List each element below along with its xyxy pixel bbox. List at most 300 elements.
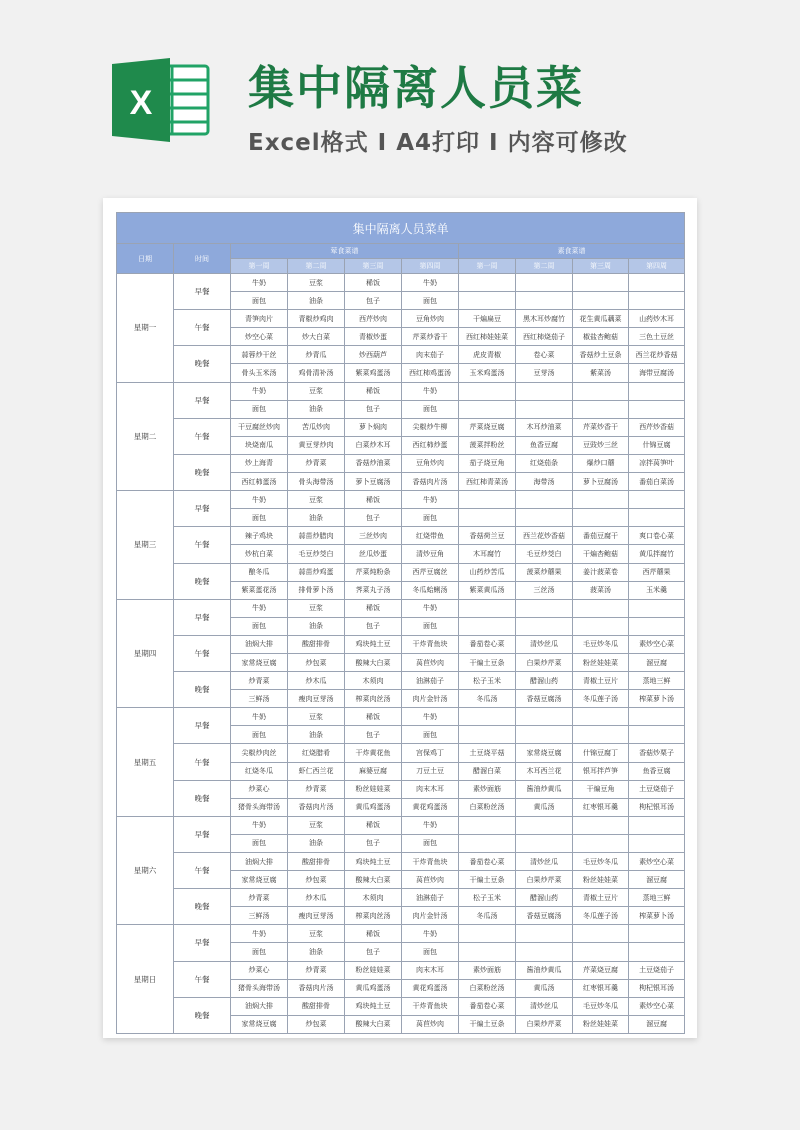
dish-cell[interactable] — [459, 491, 516, 509]
dish-cell[interactable]: 木耳西兰花 — [516, 762, 573, 780]
dish-cell[interactable]: 黄瓜汤 — [516, 979, 573, 997]
dish-cell[interactable]: 牛奶 — [402, 708, 459, 726]
dish-cell[interactable]: 酸甜排骨 — [288, 635, 345, 653]
dish-cell[interactable]: 牛奶 — [231, 599, 288, 617]
dish-cell[interactable]: 萝卜豆腐汤 — [573, 473, 629, 491]
dish-cell[interactable]: 麻婆豆腐 — [345, 762, 402, 780]
dish-cell[interactable]: 番茄白菜汤 — [629, 473, 685, 491]
dish-cell[interactable]: 萝卜焖肉 — [345, 418, 402, 436]
dish-cell[interactable] — [516, 509, 573, 527]
dish-cell[interactable]: 酸甜排骨 — [288, 997, 345, 1015]
dish-cell[interactable]: 茄子烧豆角 — [459, 454, 516, 472]
dish-cell[interactable]: 酸辣大白菜 — [345, 871, 402, 889]
dish-cell[interactable]: 牛奶 — [231, 816, 288, 834]
dish-cell[interactable]: 油条 — [288, 509, 345, 527]
dish-cell[interactable]: 红烧腊肴 — [288, 744, 345, 762]
dish-cell[interactable]: 芹菜炒香干 — [573, 418, 629, 436]
dish-cell[interactable]: 豆角炒肉 — [402, 454, 459, 472]
dish-cell[interactable]: 鱼香豆腐 — [629, 762, 685, 780]
dish-cell[interactable]: 粉丝娃娃菜 — [573, 653, 629, 671]
dish-cell[interactable]: 青椒土豆片 — [573, 672, 629, 690]
dish-cell[interactable] — [573, 834, 629, 852]
dish-cell[interactable]: 木须肉 — [345, 672, 402, 690]
dish-cell[interactable]: 稀饭 — [345, 708, 402, 726]
dish-cell[interactable]: 爽口卷心菜 — [629, 527, 685, 545]
dish-cell[interactable]: 香菇肉片汤 — [288, 798, 345, 816]
dish-cell[interactable]: 油淋茄子 — [402, 672, 459, 690]
dish-cell[interactable]: 紫菜汤 — [573, 364, 629, 382]
dish-cell[interactable]: 油淋茄子 — [402, 889, 459, 907]
dish-cell[interactable]: 牛奶 — [402, 925, 459, 943]
dish-cell[interactable]: 炒菜心 — [231, 780, 288, 798]
dish-cell[interactable]: 菠菜拌粉丝 — [459, 436, 516, 454]
dish-cell[interactable] — [459, 599, 516, 617]
dish-cell[interactable]: 醋溜山药 — [516, 889, 573, 907]
dish-cell[interactable]: 溜豆腐 — [629, 871, 685, 889]
dish-cell[interactable]: 骨头玉米汤 — [231, 364, 288, 382]
dish-cell[interactable]: 干煸豆角 — [573, 780, 629, 798]
dish-cell[interactable]: 榨菜萝卜汤 — [629, 907, 685, 925]
dish-cell[interactable]: 炒上海青 — [231, 454, 288, 472]
dish-cell[interactable]: 豆浆 — [288, 708, 345, 726]
dish-cell[interactable] — [573, 382, 629, 400]
dish-cell[interactable]: 青椒炒蛋 — [345, 328, 402, 346]
dish-cell[interactable]: 芹菜炖粉条 — [345, 563, 402, 581]
dish-cell[interactable]: 面包 — [231, 943, 288, 961]
dish-cell[interactable]: 豆角炒肉 — [402, 310, 459, 328]
dish-cell[interactable]: 西芹豆腐丝 — [402, 563, 459, 581]
dish-cell[interactable] — [629, 274, 685, 292]
dish-cell[interactable]: 毛豆炒冬瓜 — [573, 635, 629, 653]
dish-cell[interactable] — [516, 491, 573, 509]
dish-cell[interactable]: 香菇炒油菜 — [345, 454, 402, 472]
dish-cell[interactable]: 白菜粉丝汤 — [459, 979, 516, 997]
dish-cell[interactable]: 炒菜心 — [231, 961, 288, 979]
dish-cell[interactable]: 牛奶 — [231, 708, 288, 726]
dish-cell[interactable]: 鱼香豆腐 — [516, 436, 573, 454]
dish-cell[interactable]: 青椒土豆片 — [573, 889, 629, 907]
dish-cell[interactable] — [516, 599, 573, 617]
dish-cell[interactable]: 鸡骨清补汤 — [288, 364, 345, 382]
dish-cell[interactable]: 土豆烧茄子 — [629, 780, 685, 798]
dish-cell[interactable]: 海带汤 — [516, 473, 573, 491]
dish-cell[interactable]: 炒杭白菜 — [231, 545, 288, 563]
dish-cell[interactable]: 炒青菜 — [288, 454, 345, 472]
dish-cell[interactable]: 凉拌莴笋叶 — [629, 454, 685, 472]
dish-cell[interactable] — [516, 400, 573, 418]
dish-cell[interactable]: 家常烧豆腐 — [516, 744, 573, 762]
dish-cell[interactable]: 炒青菜 — [288, 961, 345, 979]
dish-cell[interactable] — [459, 292, 516, 310]
dish-cell[interactable]: 青笋肉片 — [231, 310, 288, 328]
dish-cell[interactable]: 红烧茄条 — [516, 454, 573, 472]
dish-cell[interactable]: 豆芽汤 — [516, 364, 573, 382]
dish-cell[interactable]: 清炒丝瓜 — [516, 853, 573, 871]
dish-cell[interactable]: 枸杞银耳汤 — [629, 798, 685, 816]
dish-cell[interactable]: 木耳腐竹 — [459, 545, 516, 563]
dish-cell[interactable]: 干豆腐丝炒肉 — [231, 418, 288, 436]
dish-cell[interactable]: 排骨萝卜汤 — [288, 581, 345, 599]
dish-cell[interactable]: 瘦肉豆芽汤 — [288, 690, 345, 708]
dish-cell[interactable]: 面包 — [402, 617, 459, 635]
dish-cell[interactable]: 酸甜排骨 — [288, 853, 345, 871]
dish-cell[interactable]: 莴苣炒肉 — [402, 653, 459, 671]
dish-cell[interactable]: 猪骨头海带汤 — [231, 979, 288, 997]
dish-cell[interactable]: 冬瓜汤 — [459, 907, 516, 925]
dish-cell[interactable]: 家常烧豆腐 — [231, 871, 288, 889]
dish-cell[interactable] — [629, 834, 685, 852]
dish-cell[interactable]: 土豆烧茄子 — [629, 961, 685, 979]
dish-cell[interactable]: 猪骨头海带汤 — [231, 798, 288, 816]
dish-cell[interactable]: 荠菜丸子汤 — [345, 581, 402, 599]
dish-cell[interactable]: 块烧南瓜 — [231, 436, 288, 454]
dish-cell[interactable]: 什锦豆腐丁 — [573, 744, 629, 762]
dish-cell[interactable]: 油条 — [288, 834, 345, 852]
dish-cell[interactable]: 包子 — [345, 834, 402, 852]
dish-cell[interactable]: 肉末木耳 — [402, 961, 459, 979]
dish-cell[interactable] — [459, 509, 516, 527]
dish-cell[interactable]: 冬瓜莲子汤 — [573, 690, 629, 708]
dish-cell[interactable] — [459, 617, 516, 635]
dish-cell[interactable]: 花生黄瓜藕菜 — [573, 310, 629, 328]
dish-cell[interactable]: 香菇肉片汤 — [288, 979, 345, 997]
dish-cell[interactable]: 鸡块炖土豆 — [345, 997, 402, 1015]
dish-cell[interactable]: 肉片金针汤 — [402, 690, 459, 708]
dish-cell[interactable]: 黄瓜拌腐竹 — [629, 545, 685, 563]
dish-cell[interactable] — [573, 816, 629, 834]
dish-cell[interactable]: 黄瓜汤 — [516, 798, 573, 816]
dish-cell[interactable]: 稀饭 — [345, 925, 402, 943]
dish-cell[interactable]: 西芹蘑果 — [629, 563, 685, 581]
dish-cell[interactable]: 肉末木耳 — [402, 780, 459, 798]
dish-cell[interactable]: 番茄豆腐干 — [573, 527, 629, 545]
dish-cell[interactable]: 蒸地三鲜 — [629, 889, 685, 907]
dish-cell[interactable]: 干炸青鱼块 — [402, 635, 459, 653]
dish-cell[interactable] — [573, 943, 629, 961]
dish-cell[interactable] — [629, 599, 685, 617]
dish-cell[interactable]: 豆浆 — [288, 599, 345, 617]
dish-cell[interactable]: 面包 — [231, 509, 288, 527]
dish-cell[interactable]: 酿冬瓜 — [231, 563, 288, 581]
dish-cell[interactable]: 西红柿鸡蛋汤 — [402, 364, 459, 382]
dish-cell[interactable]: 三丝汤 — [516, 581, 573, 599]
dish-cell[interactable]: 榨菜肉丝汤 — [345, 907, 402, 925]
dish-cell[interactable]: 素炒空心菜 — [629, 853, 685, 871]
dish-cell[interactable]: 榨菜肉丝汤 — [345, 690, 402, 708]
dish-cell[interactable]: 面包 — [231, 292, 288, 310]
dish-cell[interactable]: 油条 — [288, 400, 345, 418]
dish-cell[interactable]: 枸杞银耳汤 — [629, 979, 685, 997]
dish-cell[interactable]: 粉丝娃娃菜 — [573, 1015, 629, 1033]
dish-cell[interactable] — [629, 943, 685, 961]
dish-cell[interactable]: 稀饭 — [345, 491, 402, 509]
dish-cell[interactable] — [629, 617, 685, 635]
dish-cell[interactable]: 毛豆炒茭白 — [516, 545, 573, 563]
dish-cell[interactable]: 椒盐杏鲍菇 — [573, 328, 629, 346]
dish-cell[interactable] — [459, 274, 516, 292]
dish-cell[interactable]: 香菇荷兰豆 — [459, 527, 516, 545]
dish-cell[interactable]: 面包 — [231, 617, 288, 635]
dish-cell[interactable]: 香菇豆腐汤 — [516, 690, 573, 708]
dish-cell[interactable]: 牛奶 — [402, 382, 459, 400]
dish-cell[interactable] — [516, 834, 573, 852]
dish-cell[interactable] — [573, 726, 629, 744]
dish-cell[interactable]: 毛豆炒冬瓜 — [573, 997, 629, 1015]
dish-cell[interactable] — [459, 925, 516, 943]
dish-cell[interactable]: 清炒丝瓜 — [516, 635, 573, 653]
dish-cell[interactable]: 菠菜汤 — [573, 581, 629, 599]
dish-cell[interactable]: 包子 — [345, 400, 402, 418]
dish-cell[interactable]: 包子 — [345, 292, 402, 310]
dish-cell[interactable]: 包子 — [345, 617, 402, 635]
dish-cell[interactable]: 面包 — [402, 400, 459, 418]
dish-cell[interactable]: 家常烧豆腐 — [231, 653, 288, 671]
dish-cell[interactable]: 牛奶 — [231, 925, 288, 943]
dish-cell[interactable]: 蒜苗炒腊肉 — [288, 527, 345, 545]
dish-cell[interactable] — [516, 943, 573, 961]
dish-cell[interactable]: 鸡块炖土豆 — [345, 853, 402, 871]
dish-cell[interactable] — [629, 491, 685, 509]
dish-cell[interactable]: 豆浆 — [288, 816, 345, 834]
dish-cell[interactable]: 三鲜汤 — [231, 690, 288, 708]
dish-cell[interactable]: 松子玉米 — [459, 889, 516, 907]
dish-cell[interactable]: 面包 — [402, 834, 459, 852]
dish-cell[interactable]: 粉丝娃娃菜 — [345, 961, 402, 979]
dish-cell[interactable]: 银耳拌芦笋 — [573, 762, 629, 780]
dish-cell[interactable]: 土豆烧平菇 — [459, 744, 516, 762]
dish-cell[interactable]: 芹菜烧豆腐 — [459, 418, 516, 436]
dish-cell[interactable]: 瘦肉豆芽汤 — [288, 907, 345, 925]
dish-cell[interactable]: 番茄卷心菜 — [459, 853, 516, 871]
dish-cell[interactable] — [459, 943, 516, 961]
dish-cell[interactable]: 黑木耳炒腐竹 — [516, 310, 573, 328]
dish-cell[interactable]: 醋溜白菜 — [459, 762, 516, 780]
dish-cell[interactable] — [516, 617, 573, 635]
dish-cell[interactable] — [573, 708, 629, 726]
dish-cell[interactable]: 白菜粉丝汤 — [459, 798, 516, 816]
dish-cell[interactable]: 番茄卷心菜 — [459, 635, 516, 653]
dish-cell[interactable]: 稀饭 — [345, 599, 402, 617]
dish-cell[interactable]: 面包 — [231, 834, 288, 852]
dish-cell[interactable]: 家常烧豆腐 — [231, 1015, 288, 1033]
dish-cell[interactable]: 红烧冬瓜 — [231, 762, 288, 780]
dish-cell[interactable]: 素炒空心菜 — [629, 997, 685, 1015]
dish-cell[interactable]: 油焖大排 — [231, 635, 288, 653]
dish-cell[interactable]: 西兰花炒香菇 — [516, 527, 573, 545]
dish-cell[interactable]: 芹菜炒香干 — [402, 328, 459, 346]
dish-cell[interactable]: 紫菜黄瓜汤 — [459, 581, 516, 599]
dish-cell[interactable] — [459, 708, 516, 726]
dish-cell[interactable] — [573, 925, 629, 943]
dish-cell[interactable]: 油条 — [288, 943, 345, 961]
dish-cell[interactable]: 西芹炒肉 — [345, 310, 402, 328]
dish-cell[interactable] — [516, 708, 573, 726]
dish-cell[interactable]: 西红柿娃娃菜 — [459, 328, 516, 346]
dish-cell[interactable] — [629, 382, 685, 400]
dish-cell[interactable]: 面包 — [231, 400, 288, 418]
dish-cell[interactable]: 西兰花炒香菇 — [629, 346, 685, 364]
dish-cell[interactable]: 虾仁西兰花 — [288, 762, 345, 780]
dish-cell[interactable]: 西红柿青菜汤 — [459, 473, 516, 491]
dish-cell[interactable]: 干炸黄花鱼 — [345, 744, 402, 762]
dish-cell[interactable]: 粉丝娃娃菜 — [573, 871, 629, 889]
dish-cell[interactable]: 面包 — [402, 509, 459, 527]
dish-cell[interactable]: 炒木瓜 — [288, 889, 345, 907]
dish-cell[interactable]: 牛奶 — [231, 491, 288, 509]
dish-cell[interactable]: 山药炒木耳 — [629, 310, 685, 328]
dish-cell[interactable]: 素炒面筋 — [459, 780, 516, 798]
dish-cell[interactable]: 干炸青鱼块 — [402, 997, 459, 1015]
dish-cell[interactable]: 三丝炒肉 — [345, 527, 402, 545]
dish-cell[interactable]: 玉米鸡蛋汤 — [459, 364, 516, 382]
dish-cell[interactable]: 苦瓜炒肉 — [288, 418, 345, 436]
dish-cell[interactable]: 红烧带鱼 — [402, 527, 459, 545]
dish-cell[interactable]: 干炸青鱼块 — [402, 853, 459, 871]
dish-cell[interactable]: 油焖大排 — [231, 997, 288, 1015]
dish-cell[interactable]: 牛奶 — [231, 382, 288, 400]
dish-cell[interactable]: 素炒面筋 — [459, 961, 516, 979]
dish-cell[interactable]: 松子玉米 — [459, 672, 516, 690]
dish-cell[interactable]: 炒青菜 — [231, 889, 288, 907]
dish-cell[interactable]: 干煸杏鲍菇 — [573, 545, 629, 563]
dish-cell[interactable]: 黄瓜鸡蛋汤 — [345, 798, 402, 816]
dish-cell[interactable]: 蒸地三鲜 — [629, 672, 685, 690]
dish-cell[interactable]: 炒包菜 — [288, 653, 345, 671]
dish-cell[interactable]: 刀豆土豆 — [402, 762, 459, 780]
dish-cell[interactable]: 虎皮青椒 — [459, 346, 516, 364]
dish-cell[interactable]: 西红柿蛋汤 — [231, 473, 288, 491]
dish-cell[interactable]: 炒包菜 — [288, 1015, 345, 1033]
dish-cell[interactable]: 冬瓜汤 — [459, 690, 516, 708]
dish-cell[interactable]: 包子 — [345, 509, 402, 527]
dish-cell[interactable]: 丝瓜炒蛋 — [345, 545, 402, 563]
dish-cell[interactable]: 骨头海带汤 — [288, 473, 345, 491]
dish-cell[interactable]: 炒包菜 — [288, 871, 345, 889]
dish-cell[interactable]: 干煸扁豆 — [459, 310, 516, 328]
dish-cell[interactable]: 豆豉炒三丝 — [573, 436, 629, 454]
dish-cell[interactable]: 西红柿炒蛋 — [402, 436, 459, 454]
dish-cell[interactable]: 三色土豆丝 — [629, 328, 685, 346]
dish-cell[interactable]: 尖椒炒肉丝 — [231, 744, 288, 762]
dish-cell[interactable]: 牛奶 — [402, 816, 459, 834]
dish-cell[interactable]: 海带豆腐汤 — [629, 364, 685, 382]
dish-cell[interactable]: 冬瓜莲子汤 — [573, 907, 629, 925]
dish-cell[interactable]: 西芹炒香菇 — [629, 418, 685, 436]
dish-cell[interactable]: 豆浆 — [288, 382, 345, 400]
dish-cell[interactable]: 莴苣炒肉 — [402, 871, 459, 889]
dish-cell[interactable]: 豆浆 — [288, 925, 345, 943]
dish-cell[interactable]: 尖椒炒牛柳 — [402, 418, 459, 436]
dish-cell[interactable]: 红枣银耳羹 — [573, 979, 629, 997]
dish-cell[interactable] — [573, 292, 629, 310]
dish-cell[interactable]: 油条 — [288, 617, 345, 635]
dish-cell[interactable]: 包子 — [345, 726, 402, 744]
dish-cell[interactable]: 炒大白菜 — [288, 328, 345, 346]
dish-cell[interactable] — [516, 726, 573, 744]
dish-cell[interactable] — [573, 274, 629, 292]
dish-cell[interactable]: 蒜蓉炒干丝 — [231, 346, 288, 364]
dish-cell[interactable]: 干煸土豆条 — [459, 1015, 516, 1033]
dish-cell[interactable]: 溜豆腐 — [629, 1015, 685, 1033]
dish-cell[interactable]: 红枣银耳羹 — [573, 798, 629, 816]
dish-cell[interactable]: 干煸土豆条 — [459, 871, 516, 889]
dish-cell[interactable]: 清炒丝瓜 — [516, 997, 573, 1015]
dish-cell[interactable]: 牛奶 — [402, 599, 459, 617]
dish-cell[interactable] — [629, 726, 685, 744]
dish-cell[interactable]: 牛奶 — [231, 274, 288, 292]
dish-cell[interactable] — [459, 382, 516, 400]
dish-cell[interactable]: 宫保鸡丁 — [402, 744, 459, 762]
dish-cell[interactable]: 姜汁菠菜卷 — [573, 563, 629, 581]
dish-cell[interactable]: 炒空心菜 — [231, 328, 288, 346]
dish-cell[interactable] — [629, 816, 685, 834]
dish-cell[interactable]: 白果炒芹菜 — [516, 871, 573, 889]
dish-cell[interactable]: 包子 — [345, 943, 402, 961]
dish-cell[interactable]: 炒西葫芦 — [345, 346, 402, 364]
dish-cell[interactable]: 菠菜炒蘑果 — [516, 563, 573, 581]
dish-cell[interactable] — [629, 292, 685, 310]
dish-cell[interactable]: 炒青菜 — [288, 780, 345, 798]
dish-cell[interactable]: 白果炒芹菜 — [516, 1015, 573, 1033]
dish-cell[interactable]: 酸辣大白菜 — [345, 1015, 402, 1033]
dish-cell[interactable] — [573, 617, 629, 635]
dish-cell[interactable]: 素炒空心菜 — [629, 635, 685, 653]
dish-cell[interactable] — [629, 925, 685, 943]
dish-cell[interactable]: 清炒豆角 — [402, 545, 459, 563]
dish-cell[interactable]: 稀饭 — [345, 274, 402, 292]
dish-cell[interactable]: 肉片金针汤 — [402, 907, 459, 925]
dish-cell[interactable]: 榨菜萝卜汤 — [629, 690, 685, 708]
dish-cell[interactable] — [573, 509, 629, 527]
dish-cell[interactable]: 爆炒口蘑 — [573, 454, 629, 472]
dish-cell[interactable] — [516, 274, 573, 292]
dish-cell[interactable]: 玉米羹 — [629, 581, 685, 599]
dish-cell[interactable]: 稀饭 — [345, 816, 402, 834]
dish-cell[interactable]: 黄花鸡蛋汤 — [402, 798, 459, 816]
dish-cell[interactable]: 黄豆芽炒肉 — [288, 436, 345, 454]
dish-cell[interactable]: 醋溜山药 — [516, 672, 573, 690]
dish-cell[interactable]: 面包 — [402, 292, 459, 310]
dish-cell[interactable]: 炒青菜 — [231, 672, 288, 690]
dish-cell[interactable] — [459, 726, 516, 744]
dish-cell[interactable]: 香菇豆腐汤 — [516, 907, 573, 925]
dish-cell[interactable]: 萝卜豆腐汤 — [345, 473, 402, 491]
dish-cell[interactable]: 酱油炒黄瓜 — [516, 780, 573, 798]
dish-cell[interactable] — [573, 400, 629, 418]
dish-cell[interactable] — [516, 925, 573, 943]
dish-cell[interactable] — [516, 382, 573, 400]
dish-cell[interactable] — [459, 834, 516, 852]
dish-cell[interactable]: 香菇炒栗子 — [629, 744, 685, 762]
dish-cell[interactable]: 稀饭 — [345, 382, 402, 400]
dish-cell[interactable]: 黄花鸡蛋汤 — [402, 979, 459, 997]
dish-cell[interactable]: 西红柿烧茄子 — [516, 328, 573, 346]
dish-cell[interactable]: 三鲜汤 — [231, 907, 288, 925]
dish-cell[interactable]: 莴苣炒肉 — [402, 1015, 459, 1033]
dish-cell[interactable] — [629, 708, 685, 726]
dish-cell[interactable]: 肉末茄子 — [402, 346, 459, 364]
dish-cell[interactable]: 白果炒芹菜 — [516, 653, 573, 671]
dish-cell[interactable]: 面包 — [402, 943, 459, 961]
dish-cell[interactable]: 酸辣大白菜 — [345, 653, 402, 671]
dish-cell[interactable]: 溜豆腐 — [629, 653, 685, 671]
dish-cell[interactable]: 牛奶 — [402, 491, 459, 509]
dish-cell[interactable]: 紫菜鸡蛋汤 — [345, 364, 402, 382]
dish-cell[interactable]: 木耳炒油菜 — [516, 418, 573, 436]
dish-cell[interactable]: 蒜苗炒鸡蛋 — [288, 563, 345, 581]
dish-cell[interactable]: 油条 — [288, 292, 345, 310]
dish-cell[interactable]: 牛奶 — [402, 274, 459, 292]
